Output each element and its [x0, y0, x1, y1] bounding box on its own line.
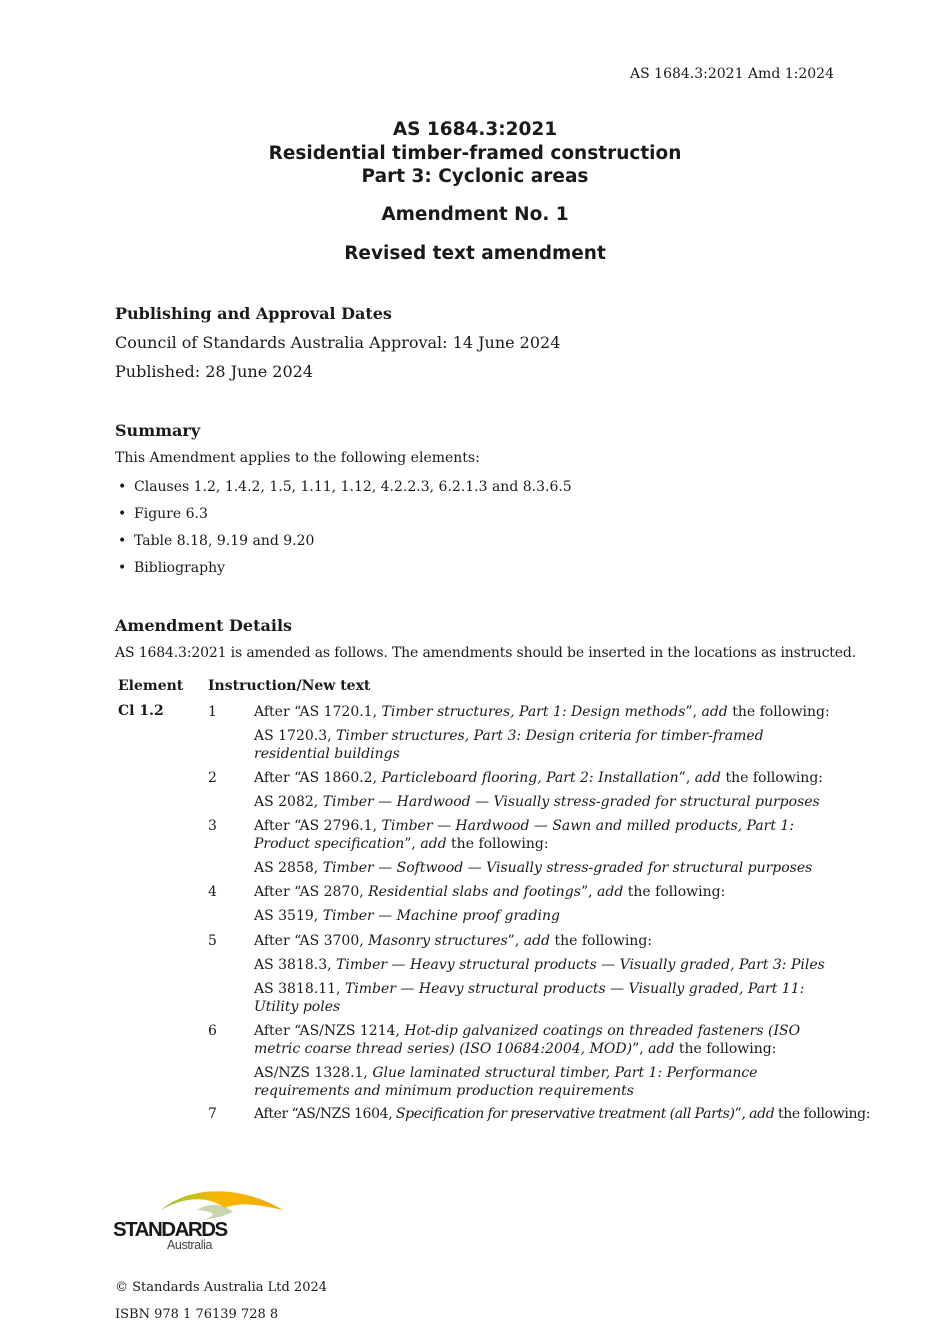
instruction-text: After “AS 2796.1, Timber — Hardwood — Sawn and milled products, Part 1: Product specification”, add the following: [254, 818, 795, 852]
list-item: • Bibliography [115, 558, 572, 585]
new-text: AS 1720.3, Timber structures, Part 3: Design criteria for timber-framed residential buildings [254, 728, 764, 762]
instruction-number: 1 [208, 704, 217, 720]
details-intro: AS 1684.3:2021 is amended as follows. The amendments should be inserted in the locations as instructed. [115, 645, 857, 661]
isbn: ISBN 978 1 76139 728 8 [115, 1307, 279, 1322]
instruction-number: 6 [208, 1023, 217, 1039]
instruction-number: 2 [208, 770, 217, 786]
instruction-number: 7 [208, 1106, 217, 1122]
column-header-element: Element [118, 678, 184, 694]
new-text: AS 3818.3, Timber — Heavy structural products — Visually graded, Part 3: Piles [254, 957, 825, 973]
title-block [0, 118, 950, 189]
logo-wordmark: STANDARDS [113, 1218, 227, 1241]
instruction-text: After “AS/NZS 1604, Specification for preservative treatment (all Parts)”, add the following: [254, 1106, 871, 1122]
copyright: © Standards Australia Ltd 2024 [115, 1280, 328, 1295]
instruction-text: After “AS 3700, Masonry structures”, add the following: [254, 933, 652, 949]
list-item: • Clauses 1.2, 1.4.2, 1.5, 1.11, 1.12, 4.2.2.3, 6.2.1.3 and 8.3.6.5 [115, 477, 572, 504]
publishing-heading: Publishing and Approval Dates [115, 304, 392, 323]
standard-number: AS 1684.3:2021 [392, 119, 558, 140]
new-text: AS 3818.11, Timber — Heavy structural products — Visually graded, Part 11: Utility poles [254, 981, 805, 1015]
new-text: AS/NZS 1328.1, Glue laminated structural timber, Part 1: Performance requirements and minimum production requirements [254, 1065, 758, 1099]
summary-intro: This Amendment applies to the following elements: [115, 450, 480, 466]
instruction-number: 3 [208, 818, 217, 834]
standard-title: Residential timber-framed construction [268, 142, 682, 164]
instruction-number: 5 [208, 933, 217, 949]
instruction-number: 4 [208, 884, 217, 900]
new-text: AS 2082, Timber — Hardwood — Visually stress-graded for structural purposes [254, 794, 820, 810]
new-text: AS 3519, Timber — Machine proof grading [254, 908, 560, 924]
instruction-text: After “AS 1860.2, Particleboard flooring, Part 2: Installation”, add the following: [254, 770, 823, 786]
new-text: AS 2858, Timber — Softwood — Visually stress-graded for structural purposes [254, 860, 813, 876]
approval-date: Council of Standards Australia Approval: 14 June 2024 [115, 333, 561, 352]
published-date: Published: 28 June 2024 [115, 362, 313, 381]
summary-list [115, 477, 572, 585]
instruction-text: After “AS 1720.1, Timber structures, Part 1: Design methods”, add the following: [254, 704, 830, 720]
standards-australia-logo [113, 1188, 288, 1254]
list-item: • Table 8.18, 9.19 and 9.20 [115, 531, 572, 558]
summary-heading: Summary [115, 421, 201, 440]
standard-part: Part 3: Cyclonic areas [361, 166, 589, 187]
logo-subtitle: Australia [167, 1238, 213, 1252]
document-reference: AS 1684.3:2021 Amd 1:2024 [630, 66, 834, 82]
amendment-number: Amendment No. 1 [381, 204, 569, 225]
amendment-type: Revised text amendment [344, 243, 606, 264]
details-heading: Amendment Details [115, 616, 293, 635]
column-header-instruction: Instruction/New text [208, 678, 371, 694]
instruction-text: After “AS 2870, Residential slabs and footings”, add the following: [254, 884, 726, 900]
element-label: Cl 1.2 [118, 703, 164, 719]
list-item: • Figure 6.3 [115, 504, 572, 531]
instruction-text: After “AS/NZS 1214, Hot-dip galvanized coatings on threaded fasteners (ISO metric coarse thread series) (ISO 10684:2004, MOD)”, add the following: [254, 1023, 801, 1057]
